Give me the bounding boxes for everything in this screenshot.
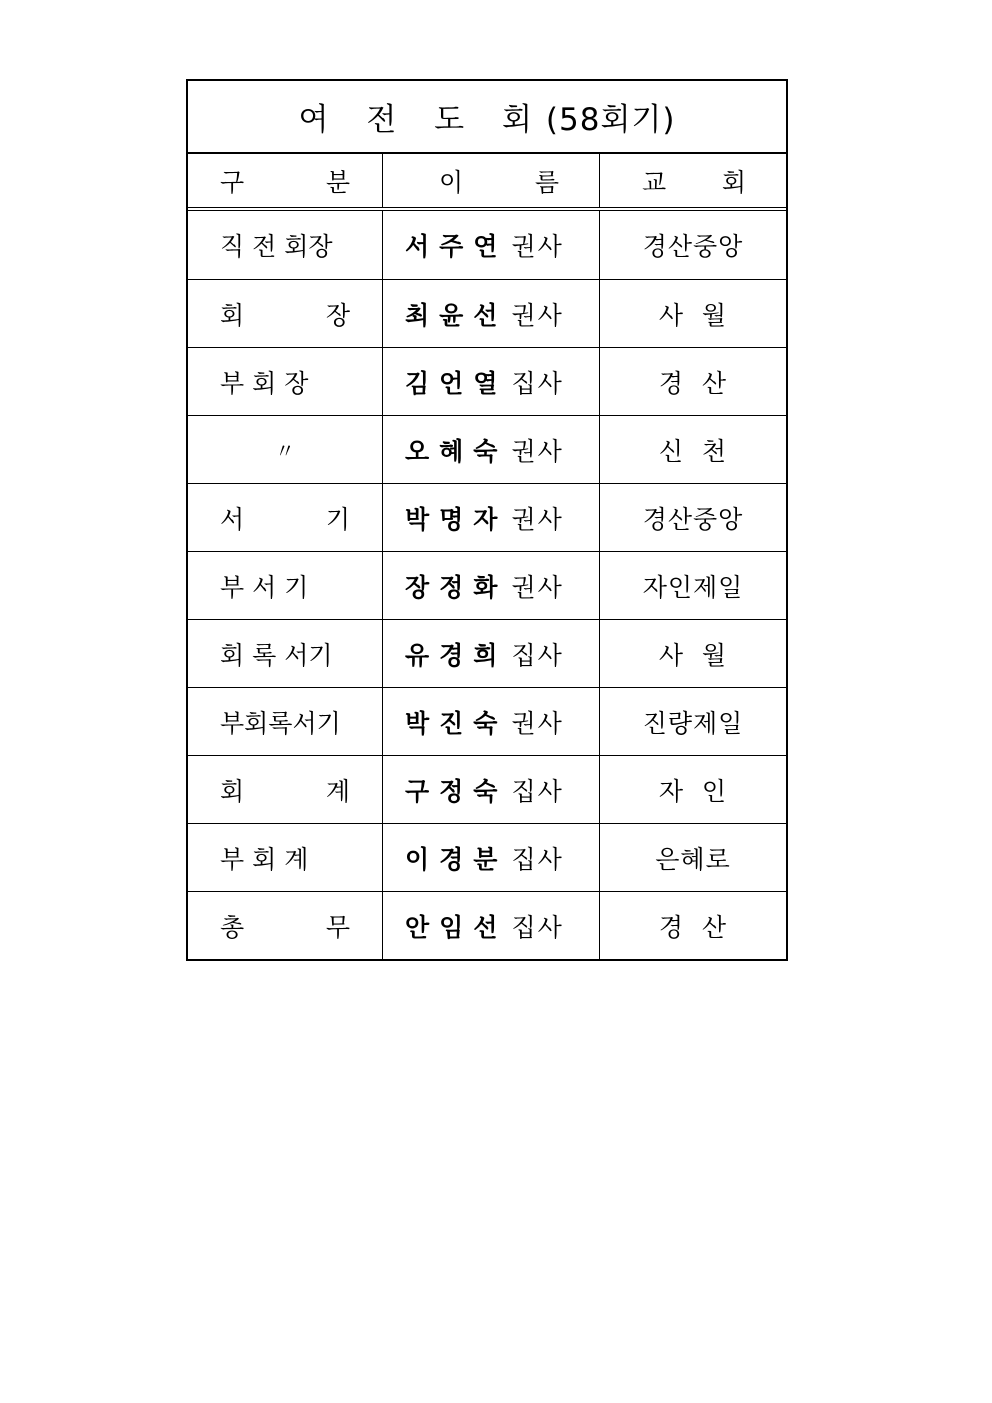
role-label: 회 록 서기 [220, 640, 333, 670]
person-name: 최윤선 [405, 300, 508, 330]
person-title: 권사 [511, 232, 564, 261]
church-cell [600, 484, 786, 551]
role-cell [188, 756, 383, 823]
role-cell [188, 416, 383, 483]
person-title: 권사 [511, 504, 564, 534]
header-role-part1: 구 [220, 167, 245, 197]
title-suffix: (58회기) [545, 102, 676, 138]
church-cell [600, 416, 786, 483]
person-title: 집사 [511, 640, 564, 670]
church-name: 진량제일 [642, 708, 744, 738]
person-title: 권사 [511, 572, 564, 602]
church-name: 자인제일 [642, 572, 744, 602]
ditto-mark: 〃 [275, 439, 295, 463]
role-cell [188, 552, 383, 619]
header-role [188, 154, 383, 207]
person-name: 박명자 [405, 504, 508, 534]
church-cell [600, 688, 786, 755]
role-label: 부 서 기 [220, 572, 309, 602]
person-name: 박진숙 [405, 708, 508, 738]
role-cell [188, 688, 383, 755]
header-name [383, 154, 600, 207]
name-cell [383, 552, 600, 619]
name-with-title [405, 908, 564, 944]
name-cell [383, 348, 600, 415]
role-label: 부회록서기 [220, 708, 341, 738]
person-name: 이경분 [405, 844, 508, 874]
church-cell [600, 824, 786, 891]
person-name: 장정화 [405, 572, 508, 602]
role-cell [188, 620, 383, 687]
church-name: 경산중앙 [642, 504, 744, 534]
header-church-part1: 교 [642, 167, 667, 197]
header-role-part2: 분 [325, 167, 350, 197]
church-name: 경 산 [658, 368, 728, 398]
church-cell [600, 211, 786, 279]
church-cell [600, 620, 786, 687]
person-name: 서주연 [405, 232, 508, 261]
person-name: 안임선 [405, 912, 508, 942]
title-main: 여 전 도 회 [298, 102, 546, 138]
person-name: 유경희 [405, 640, 508, 670]
role-label: 회 [220, 776, 245, 806]
table-row [188, 755, 786, 823]
role-cell [188, 348, 383, 415]
table-row [188, 415, 786, 483]
person-name: 김언열 [405, 368, 508, 398]
church-cell [600, 280, 786, 347]
church-name: 경산중앙 [642, 232, 744, 261]
church-cell [600, 552, 786, 619]
person-title: 권사 [511, 436, 564, 466]
name-with-title [405, 772, 564, 808]
table-title [188, 81, 786, 154]
name-cell [383, 620, 600, 687]
role-label: 총 [220, 912, 245, 942]
church-cell [600, 892, 786, 959]
person-title: 집사 [511, 368, 564, 398]
header-church [600, 154, 786, 207]
name-cell [383, 824, 600, 891]
table-body [188, 211, 786, 959]
role-label: 부 회 장 [220, 368, 309, 398]
name-cell [383, 280, 600, 347]
role-cell [188, 892, 383, 959]
table-row [188, 823, 786, 891]
table-row [188, 211, 786, 279]
name-cell [383, 484, 600, 551]
church-name: 자 인 [658, 776, 728, 806]
name-cell [383, 211, 600, 279]
person-name: 오혜숙 [405, 436, 508, 466]
role-cell [188, 280, 383, 347]
person-title: 권사 [511, 300, 564, 330]
name-with-title [405, 364, 564, 400]
table-row [188, 891, 786, 959]
header-church-part2: 회 [721, 167, 746, 197]
role-label: 직 전 회장 [220, 232, 333, 261]
church-name: 사 월 [658, 640, 728, 670]
name-with-title [405, 568, 564, 604]
role-label-end: 기 [325, 504, 350, 534]
church-cell [600, 348, 786, 415]
table-row [188, 347, 786, 415]
church-name: 경 산 [658, 912, 728, 942]
table-row [188, 619, 786, 687]
name-with-title [405, 840, 564, 876]
name-with-title [405, 704, 564, 740]
person-title: 집사 [511, 844, 564, 874]
name-with-title [405, 636, 564, 672]
table-row [188, 279, 786, 347]
name-with-title [405, 296, 564, 332]
person-title: 집사 [511, 776, 564, 806]
name-with-title [405, 432, 564, 468]
officers-table [186, 79, 788, 961]
header-row [188, 154, 786, 211]
role-label: 회 [220, 300, 245, 330]
church-name: 사 월 [658, 300, 728, 330]
name-cell [383, 756, 600, 823]
church-name: 은혜로 [655, 844, 731, 874]
role-cell [188, 824, 383, 891]
header-name-part1: 이 [439, 167, 464, 197]
person-title: 권사 [511, 708, 564, 738]
role-label: 부 회 계 [220, 844, 309, 874]
role-label-end: 장 [325, 300, 350, 330]
name-cell [383, 416, 600, 483]
name-with-title [405, 227, 564, 263]
role-cell [188, 211, 383, 279]
name-cell [383, 892, 600, 959]
role-label-end: 계 [325, 776, 350, 806]
role-cell [188, 484, 383, 551]
person-name: 구정숙 [405, 776, 508, 806]
table-row [188, 687, 786, 755]
church-cell [600, 756, 786, 823]
name-with-title [405, 500, 564, 536]
name-cell [383, 688, 600, 755]
table-row [188, 483, 786, 551]
table-row [188, 551, 786, 619]
person-title: 집사 [511, 912, 564, 942]
church-name: 신 천 [658, 436, 728, 466]
role-label-end: 무 [325, 912, 350, 942]
role-label: 서 [220, 504, 245, 534]
header-name-part2: 름 [534, 167, 559, 197]
